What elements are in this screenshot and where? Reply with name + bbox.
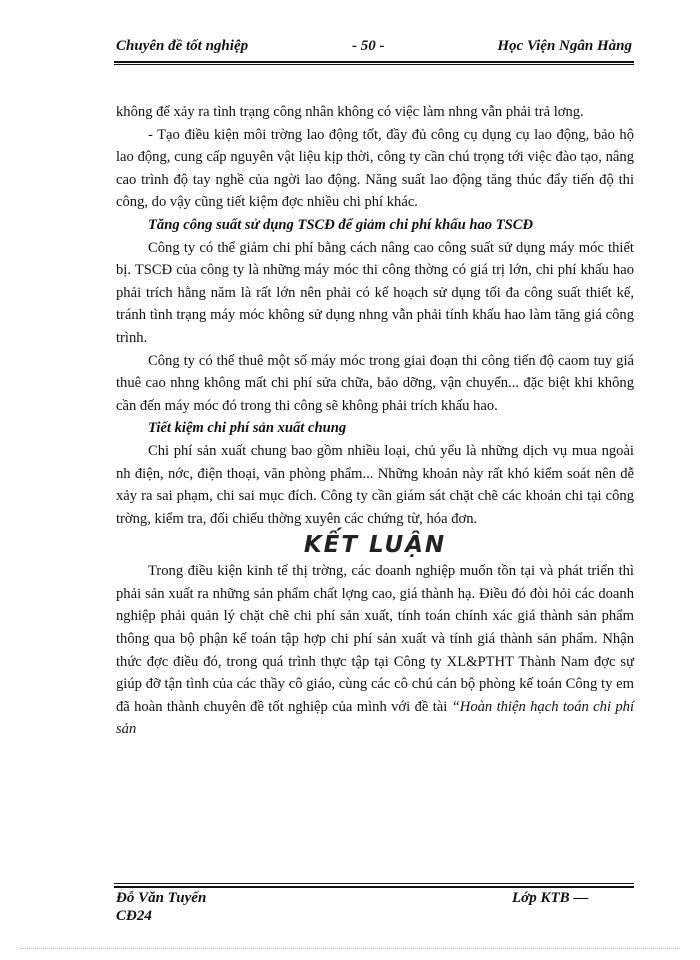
class-code: CĐ24 [116, 908, 152, 924]
paragraph: Chi phí sản xuất chung bao gồm nhiều loại, chủ yếu là những dịch vụ mua ngoài nh điện, nớc, điện thoại, văn phòng phẩm... Những khoản này rất khó kiểm soát nên dễ xảy ra sai phạm, chi sai mục đích. Công ty cần giám sát chặt chẽ các khoản chi tại công trờng, kiểm tra, đối chiếu thờng xuyên các chứng từ, hóa đơn. [116, 442, 634, 527]
header-institution: Học Viện Ngân Hàng [497, 38, 632, 54]
paragraph: - Tạo điều kiện môi trờng lao động tốt, đầy đủ công cụ dụng cụ lao động, bảo hộ lao động, cung cấp nguyên vật liệu kịp thời, công ty cần chú trọng tới việc đào tạo, nâng cao trình độ tay nghề của ngời lao động. Năng suất lao động tăng thúc đẩy tiến độ thi công, do vậy cũng tiết kiệm đợc nhiều chi phí khác. [116, 126, 634, 211]
page-edge-dots [20, 948, 680, 949]
paragraph: không để xảy ra tình trạng công nhân không có việc làm nhng vẫn phải trả lơng. [116, 104, 584, 120]
paragraph: Công ty có thể giảm chi phí bằng cách nâng cao công suất sử dụng máy móc thiết bị. TSCĐ của công ty là những máy móc thi công thờng có giá trị lớn, chi phí khấu hao phải trích hằng năm là rất lớn nên phải có kế hoạch sử dụng tối đa công suất thiết kế, tránh tình trạng máy móc không sử dụng nhng vẫn phải tính khấu hao làm tăng giá công trình. [116, 239, 634, 346]
header-rule-thin [114, 64, 634, 65]
conclusion-title: KẾT LUẬN [303, 532, 447, 559]
thesis-title-quote: “Hoàn thiện hạch toán chi phí sản [116, 698, 635, 738]
paragraph [116, 560, 634, 741]
page-body [116, 101, 634, 741]
footer-rule-thin [114, 883, 634, 884]
page-number: - 50 - [352, 38, 385, 54]
header-rule [114, 61, 634, 63]
section-heading: Tiết kiệm chi phí sản xuất chung [148, 420, 347, 437]
paragraph: Công ty có thể thuê một số máy móc trong giai đoạn thi công tiến độ caom tuy giá thuê cao nhng không mất chi phí sửa chữa, bảo dỡng, vận chuyển... đặc biệt khi không cần đến máy móc đó trong thi công sẽ không phải trích khấu hao. [116, 352, 634, 414]
paragraph-text: Trong điều kiện kinh tế thị trờng, các doanh nghiệp muốn tồn tại và phát triển thì phải sản xuất ra những sản phẩm chất lợng cao, giá thành hạ. Điều đó đòi hỏi các doanh nghiệp phải quản lý chặt chẽ chi phí sản xuất, tính toán chính xác giá thành sản phẩm thông qua bộ phận kế toán tập hợp chi phí sản xuất và tính giá thành sản phẩm. Nhận thức đợc điều đó, trong quá trình thực tập tại Công ty XL&PTHT Thành Nam đợc sự giúp đỡ tận tình của các thầy cô giáo, cùng các cô chú cán bộ phòng kế toán Công ty em đã hoàn thành chuyên đề tốt nghiệp của mình với đề tài [116, 563, 634, 715]
class-label: Lớp KTB — [512, 890, 589, 906]
author-name: Đỗ Văn Tuyến [116, 890, 207, 906]
page-header [114, 38, 634, 60]
footer-rule [114, 886, 634, 888]
header-title: Chuyên đề tốt nghiệp [116, 38, 249, 54]
section-heading: Tăng công suất sử dụng TSCĐ để giảm chi phí khấu hao TSCĐ [148, 216, 534, 233]
